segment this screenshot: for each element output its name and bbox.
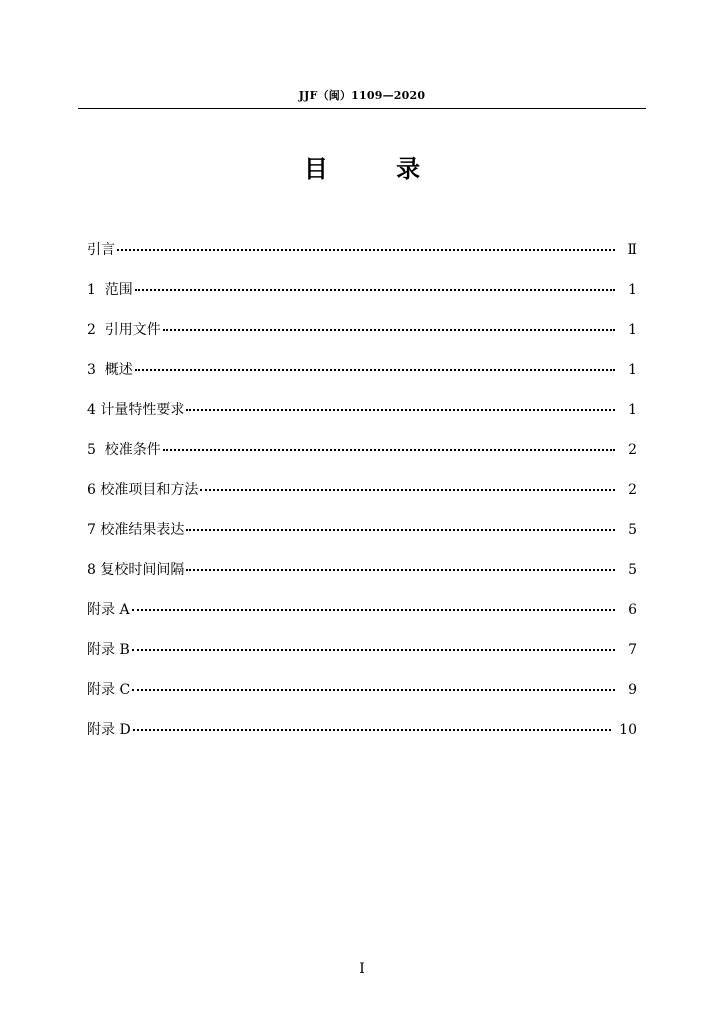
toc-entry-results-expression[interactable]	[87, 517, 637, 557]
toc-entry-label: 附录 C	[87, 682, 131, 698]
toc-dot-leader	[200, 489, 615, 491]
toc-entry-page: 1	[628, 322, 637, 338]
standard-code-header: JJF（闽）1109—2020	[298, 89, 426, 102]
toc-dot-leader	[186, 569, 615, 571]
toc-entry-appendix-d[interactable]	[87, 717, 637, 757]
toc-entry-appendix-c[interactable]	[87, 677, 637, 717]
toc-entry-label: 7 校准结果表达	[87, 522, 185, 538]
toc-dot-leader	[163, 329, 615, 331]
toc-entry-calibration-conditions[interactable]	[87, 437, 637, 477]
toc-entry-calibration-methods[interactable]	[87, 477, 637, 517]
toc-dot-leader	[186, 409, 615, 411]
toc-entry-references[interactable]	[87, 317, 637, 357]
toc-entry-label: 2 引用文件	[87, 322, 161, 338]
toc-entry-label: 3 概述	[87, 362, 133, 378]
toc-list	[87, 237, 637, 757]
toc-entry-label: 引言	[87, 242, 115, 258]
toc-dot-leader	[135, 369, 615, 371]
toc-entry-page: 10	[619, 722, 637, 738]
toc-dot-leader	[133, 729, 611, 731]
toc-entry-page: 2	[628, 442, 637, 458]
header-divider	[78, 108, 646, 109]
toc-entry-appendix-a[interactable]	[87, 597, 637, 637]
toc-entry-foreword[interactable]	[87, 237, 637, 277]
toc-entry-page: 7	[628, 642, 637, 658]
toc-entry-label: 4 计量特性要求	[87, 402, 185, 418]
toc-entry-label: 8 复校时间间隔	[87, 562, 185, 578]
toc-dot-leader	[132, 609, 615, 611]
toc-entry-overview[interactable]	[87, 357, 637, 397]
toc-entry-page: 5	[628, 522, 637, 538]
toc-entry-label: 附录 D	[87, 722, 131, 738]
toc-entry-page: 1	[628, 362, 637, 378]
toc-entry-label: 附录 A	[87, 602, 130, 618]
toc-entry-recalibration-interval[interactable]	[87, 557, 637, 597]
toc-dot-leader	[186, 529, 615, 531]
toc-dot-leader	[117, 249, 615, 251]
toc-entry-page: 2	[628, 482, 637, 498]
toc-dot-leader	[132, 689, 615, 691]
toc-entry-label: 1 范围	[87, 282, 133, 298]
toc-entry-page: Ⅱ	[627, 242, 637, 258]
toc-entry-page: 9	[628, 682, 637, 698]
toc-dot-leader	[132, 649, 615, 651]
toc-dot-leader	[135, 289, 615, 291]
toc-entry-page: 1	[628, 402, 637, 418]
toc-entry-metrological-requirements[interactable]	[87, 397, 637, 437]
page-number: I	[359, 961, 365, 977]
toc-entry-scope[interactable]	[87, 277, 637, 317]
toc-entry-page: 5	[628, 562, 637, 578]
toc-title: 目 录	[303, 155, 451, 183]
toc-dot-leader	[163, 449, 615, 451]
toc-entry-page: 6	[628, 602, 637, 618]
toc-entry-label: 5 校准条件	[87, 442, 161, 458]
toc-entry-page: 1	[628, 282, 637, 298]
toc-entry-label: 附录 B	[87, 642, 130, 658]
toc-entry-label: 6 校准项目和方法	[87, 482, 199, 498]
toc-entry-appendix-b[interactable]	[87, 637, 637, 677]
